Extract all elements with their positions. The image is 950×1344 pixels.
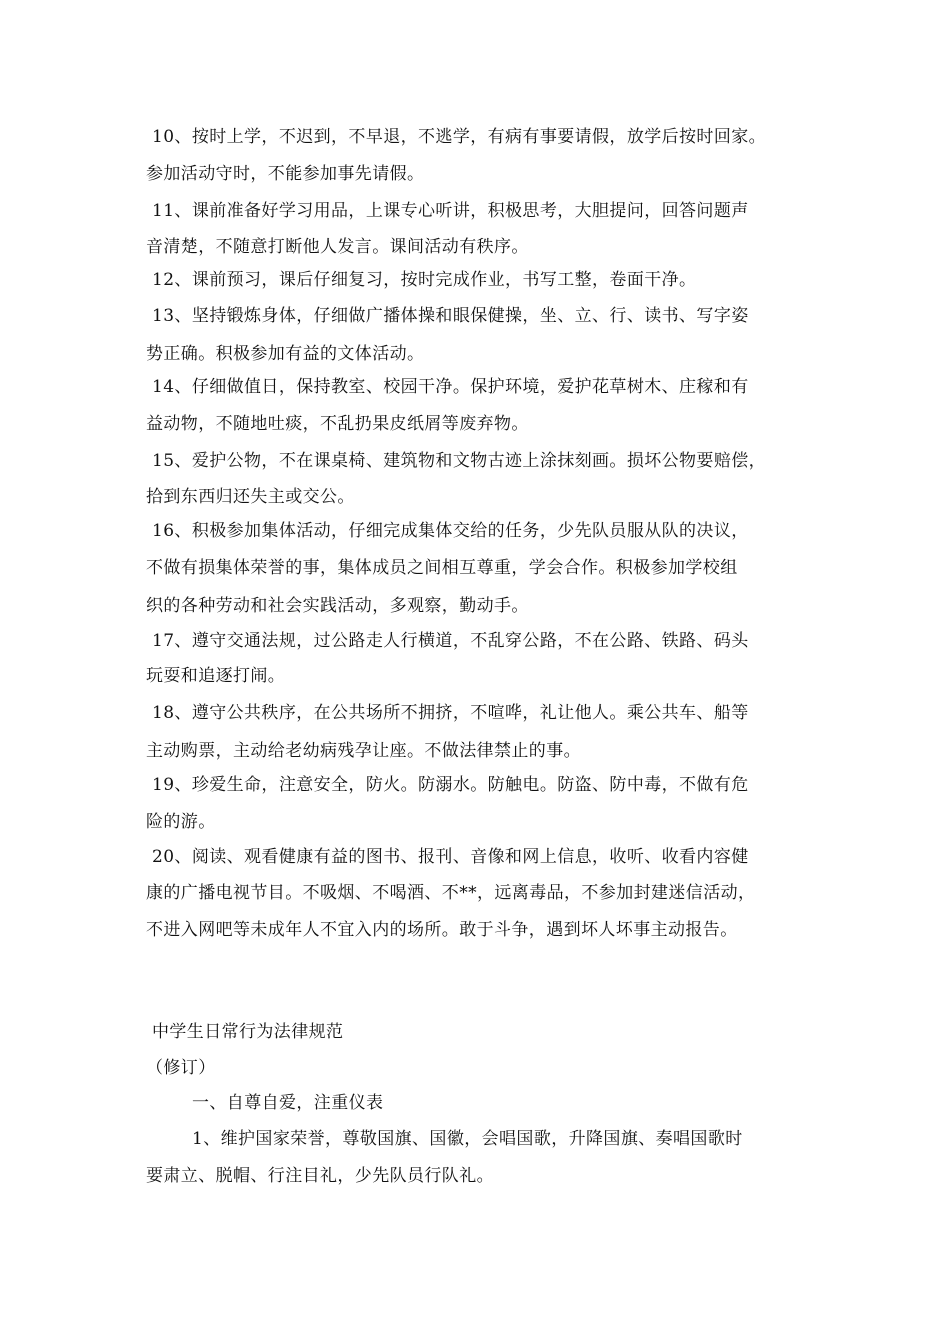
rule-17-line-1: 17、遵守交通法规，过公路走人行横道，不乱穿公路，不在公路、铁路、码头 — [152, 631, 749, 651]
rule-11-line-2: 音清楚，不随意打断他人发言。课间活动有秩序。 — [146, 237, 529, 257]
section-title: 中学生日常行为法律规范 — [152, 1022, 344, 1042]
section-heading: 一、自尊自爱，注重仪表 — [192, 1093, 384, 1113]
rule-13-line-2: 势正确。积极参加有益的文体活动。 — [146, 344, 425, 364]
rule-10-line-2: 参加活动守时，不能参加事先请假。 — [146, 164, 425, 184]
rule-15-line-1: 15、爱护公物，不在课桌椅、建筑物和文物古迹上涂抹刻画。损坏公物要赔偿， — [152, 451, 767, 471]
rule-14-line-1: 14、仔细做值日，保持教室、校园干净。保护环境，爱护花草树木、庄稼和有 — [152, 377, 749, 397]
section-item-1-line-2: 要肃立、脱帽、行注目礼，少先队员行队礼。 — [146, 1166, 494, 1186]
rule-13-line-1: 13、坚持锻炼身体，仔细做广播体操和眼保健操，坐、立、行、读书、写字姿 — [152, 306, 749, 326]
rule-12-line-1: 12、课前预习，课后仔细复习，按时完成作业，书写工整，卷面干净。 — [152, 270, 697, 290]
rule-20-line-3: 不进入网吧等未成年人不宜入内的场所。敢于斗争，遇到坏人坏事主动报告。 — [146, 920, 738, 940]
rule-14-line-2: 益动物，不随地吐痰，不乱扔果皮纸屑等废弃物。 — [146, 414, 529, 434]
rule-19-line-1: 19、珍爱生命，注意安全，防火。防溺水。防触电。防盗、防中毒，不做有危 — [152, 775, 749, 795]
rule-16-line-1: 16、积极参加集体活动，仔细完成集体交给的任务，少先队员服从队的决议， — [152, 521, 749, 541]
rule-17-line-2: 玩耍和追逐打闹。 — [146, 666, 286, 686]
rule-16-line-2: 不做有损集体荣誉的事，集体成员之间相互尊重，学会合作。积极参加学校组 — [146, 558, 738, 578]
rule-15-line-2: 拾到东西归还失主或交公。 — [146, 487, 355, 507]
rule-11-line-1: 11、课前准备好学习用品，上课专心听讲，积极思考，大胆提问，回答问题声 — [152, 201, 749, 221]
rule-19-line-2: 险的游。 — [146, 812, 216, 832]
rule-16-line-3: 织的各种劳动和社会实践活动，多观察，勤动手。 — [146, 596, 529, 616]
section-subtitle: （修订） — [146, 1058, 216, 1078]
section-item-1-line-1: 1、维护国家荣誉，尊敬国旗、国徽，会唱国歌，升降国旗、奏唱国歌时 — [192, 1129, 743, 1149]
rule-20-line-1: 20、阅读、观看健康有益的图书、报刊、音像和网上信息，收听、收看内容健 — [152, 847, 749, 867]
rule-10-line-1: 10、按时上学，不迟到，不早退，不逃学，有病有事要请假，放学后按时回家。 — [152, 127, 767, 147]
rule-18-line-2: 主动购票，主动给老幼病残孕让座。不做法律禁止的事。 — [146, 741, 581, 761]
rule-18-line-1: 18、遵守公共秩序，在公共场所不拥挤，不喧哗，礼让他人。乘公共车、船等 — [152, 703, 749, 723]
rule-20-line-2: 康的广播电视节目。不吸烟、不喝酒、不**，远离毒品，不参加封建迷信活动， — [146, 883, 756, 903]
